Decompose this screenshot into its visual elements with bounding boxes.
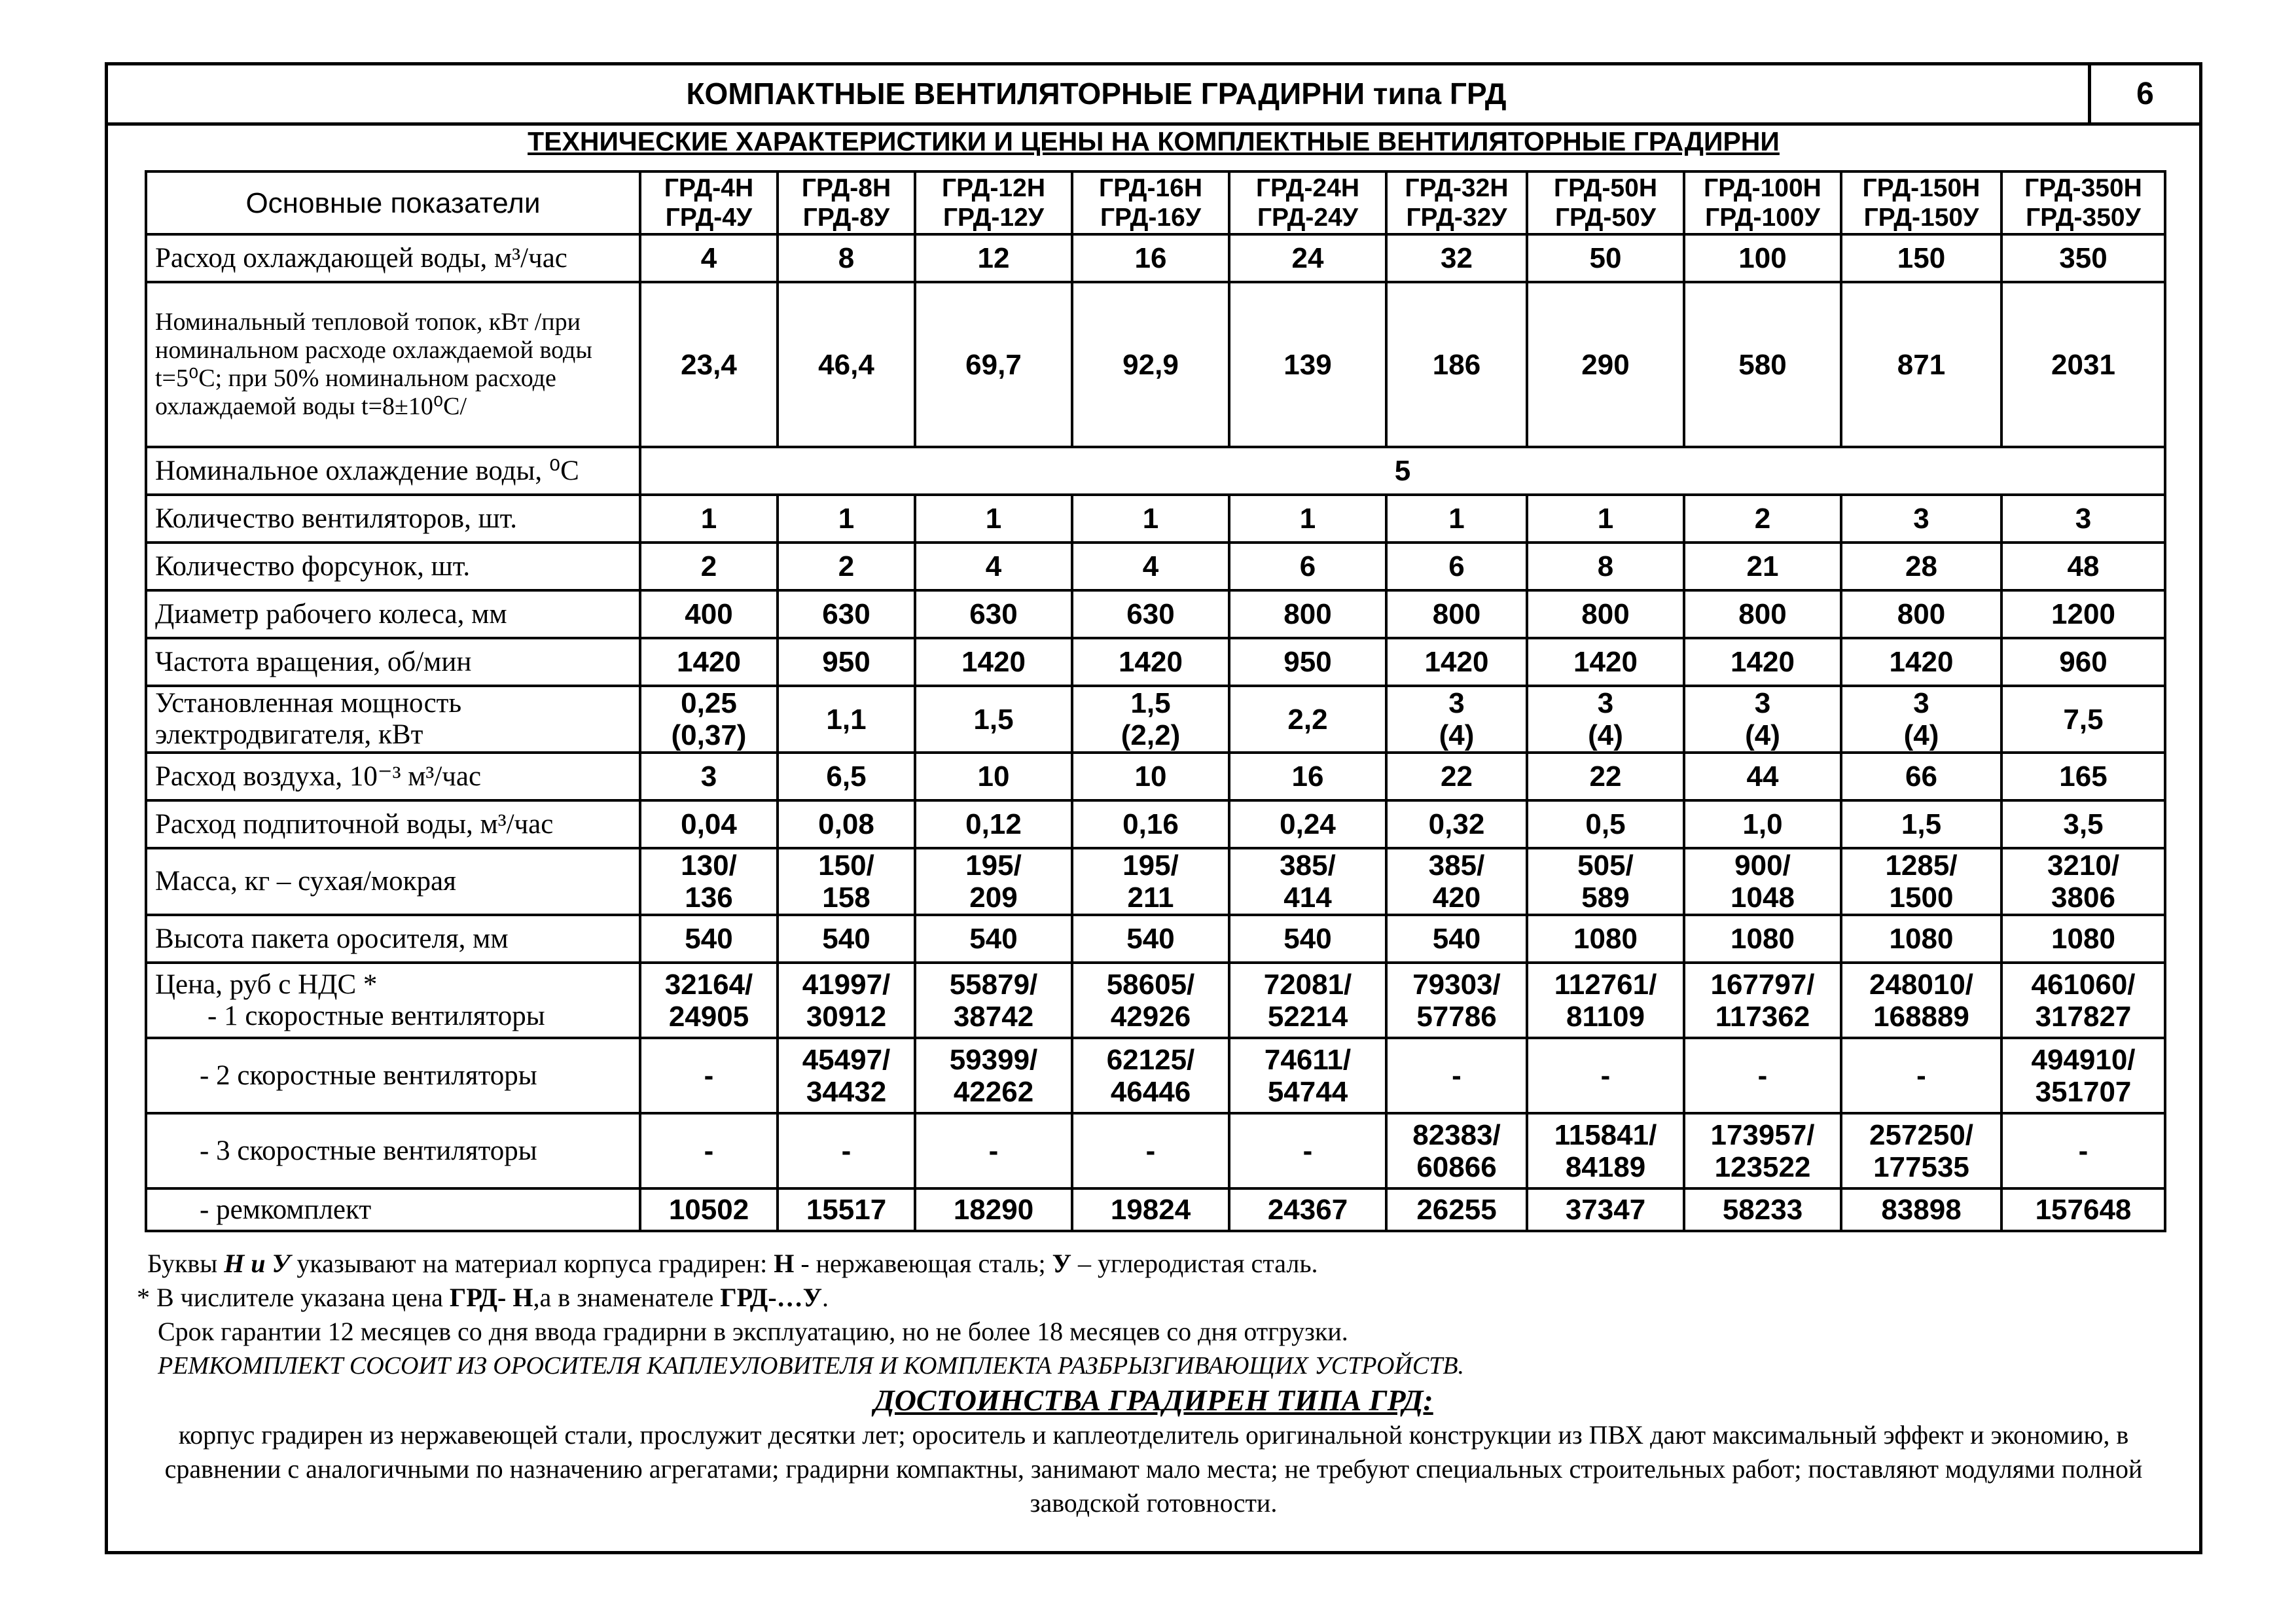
value-cell: 37347 — [1527, 1188, 1684, 1231]
value-cell: 1200 — [2001, 590, 2165, 638]
value-cell: 630 — [1072, 590, 1229, 638]
value-cell: 461060/ 317827 — [2001, 963, 2165, 1038]
note-material-h: Н — [774, 1249, 795, 1278]
table-row — [146, 963, 2165, 1038]
row-label: Диаметр рабочего колеса, мм — [146, 590, 640, 638]
value-cell: - — [1841, 1038, 2001, 1113]
row-label: - 2 скоростные вентиляторы — [146, 1038, 640, 1113]
value-cell: 2 — [640, 543, 778, 590]
value-cell: - — [1684, 1038, 1841, 1113]
value-cell: 46,4 — [778, 282, 915, 447]
note-repair-kit: РЕМКОМПЛЕКТ СОСОИТ ИЗ ОРОСИТЕЛЯ КАПЛЕУЛОВИТЕЛЯ И КОМПЛЕКТА РАЗБРЫЗГИВАЮЩИХ УСТРОЙСТВ. — [158, 1352, 1465, 1380]
table-row — [146, 447, 2165, 495]
note-price-denominator: ГРД-…У — [720, 1283, 823, 1312]
note-price-end: . — [822, 1283, 829, 1312]
value-cell: 7,5 — [2001, 686, 2165, 753]
notes-section — [108, 1247, 2199, 1520]
value-cell: 19824 — [1072, 1188, 1229, 1231]
table-row — [146, 638, 2165, 686]
value-cell: 16 — [1072, 234, 1229, 282]
value-cell: 540 — [915, 915, 1072, 963]
value-cell: 540 — [778, 915, 915, 963]
value-cell: 0,12 — [915, 800, 1072, 848]
value-cell: 66 — [1841, 753, 2001, 800]
page-number: 6 — [2088, 65, 2199, 122]
value-cell: 1 — [1229, 495, 1386, 543]
value-cell: 800 — [1841, 590, 2001, 638]
model-header: ГРД-350Н ГРД-350У — [2001, 171, 2165, 234]
value-cell: 3 (4) — [1684, 686, 1841, 753]
value-cell: 385/ 414 — [1229, 848, 1386, 915]
value-cell: 871 — [1841, 282, 2001, 447]
model-header: ГРД-24Н ГРД-24У — [1229, 171, 1386, 234]
value-cell: 900/ 1048 — [1684, 848, 1841, 915]
value-cell: 248010/ 168889 — [1841, 963, 2001, 1038]
table-row — [146, 1038, 2165, 1113]
value-cell: 24367 — [1229, 1188, 1386, 1231]
value-cell: 72081/ 52214 — [1229, 963, 1386, 1038]
value-cell: 3 (4) — [1527, 686, 1684, 753]
value-cell: 130/ 136 — [640, 848, 778, 915]
value-cell: 0,25 (0,37) — [640, 686, 778, 753]
value-cell: 1420 — [1527, 638, 1684, 686]
value-cell: 290 — [1527, 282, 1684, 447]
value-cell: 82383/ 60866 — [1386, 1113, 1527, 1188]
value-cell: 0,08 — [778, 800, 915, 848]
table-row — [146, 915, 2165, 963]
row-label: Расход охлаждающей воды, м³/час — [146, 234, 640, 282]
row-label — [146, 963, 640, 1038]
model-header: ГРД-12Н ГРД-12У — [915, 171, 1072, 234]
note-price-numerator: ГРД- Н — [449, 1283, 533, 1312]
value-cell: 62125/ 46446 — [1072, 1038, 1229, 1113]
value-cell: 18290 — [915, 1188, 1072, 1231]
note-material-h-text: - нержавеющая сталь; — [794, 1249, 1052, 1278]
row-label: Масса, кг – сухая/мокрая — [146, 848, 640, 915]
value-cell: 1,0 — [1684, 800, 1841, 848]
value-cell: 21 — [1684, 543, 1841, 590]
value-cell: 4 — [915, 543, 1072, 590]
value-cell: 540 — [1072, 915, 1229, 963]
row-label: - 3 скоростные вентиляторы — [146, 1113, 640, 1188]
value-cell: 186 — [1386, 282, 1527, 447]
table-row — [146, 1113, 2165, 1188]
value-cell: 800 — [1527, 590, 1684, 638]
value-cell: 50 — [1527, 234, 1684, 282]
table-row — [146, 848, 2165, 915]
value-cell: 1 — [1527, 495, 1684, 543]
value-cell: 165 — [2001, 753, 2165, 800]
row-label: Расход подпиточной воды, м³/час — [146, 800, 640, 848]
value-cell: 32164/ 24905 — [640, 963, 778, 1038]
value-cell: 4 — [1072, 543, 1229, 590]
note-material-prefix: Буквы — [147, 1249, 224, 1278]
value-cell: 100 — [1684, 234, 1841, 282]
table-row — [146, 753, 2165, 800]
table-row — [146, 590, 2165, 638]
value-cell: - — [1072, 1113, 1229, 1188]
value-cell: 1 — [1072, 495, 1229, 543]
note-material-text: указывают на материал корпуса градирен: — [290, 1249, 774, 1278]
table-caption-text: ТЕХНИЧЕСКИЕ ХАРАКТЕРИСТИКИ И ЦЕНЫ НА КОМПЛЕКТНЫЕ ВЕНТИЛЯТОРНЫЕ ГРАДИРНИ — [528, 126, 1780, 156]
model-header: ГРД-32Н ГРД-32У — [1386, 171, 1527, 234]
value-cell: 2,2 — [1229, 686, 1386, 753]
note-material-u: У — [1052, 1249, 1071, 1278]
value-cell: 1 — [778, 495, 915, 543]
table-row — [146, 686, 2165, 753]
value-cell: - — [1527, 1038, 1684, 1113]
table-row — [146, 800, 2165, 848]
value-cell: 1420 — [1841, 638, 2001, 686]
value-cell: 950 — [1229, 638, 1386, 686]
value-cell: 8 — [778, 234, 915, 282]
value-cell: 6 — [1229, 543, 1386, 590]
value-cell: 1 — [915, 495, 1072, 543]
value-cell: 74611/ 54744 — [1229, 1038, 1386, 1113]
value-cell: 630 — [778, 590, 915, 638]
value-cell: 6,5 — [778, 753, 915, 800]
value-cell: 3 (4) — [1841, 686, 2001, 753]
value-cell: 1420 — [915, 638, 1072, 686]
value-cell: - — [778, 1113, 915, 1188]
value-cell: 4 — [640, 234, 778, 282]
value-cell: 1,5 — [915, 686, 1072, 753]
value-cell: 3 — [640, 753, 778, 800]
value-cell: 800 — [1684, 590, 1841, 638]
table-caption — [108, 126, 2199, 157]
value-cell: 195/ 209 — [915, 848, 1072, 915]
model-header: ГРД-150Н ГРД-150У — [1841, 171, 2001, 234]
value-cell: 10 — [915, 753, 1072, 800]
value-cell: 41997/ 30912 — [778, 963, 915, 1038]
value-cell: 2 — [1684, 495, 1841, 543]
value-cell: 139 — [1229, 282, 1386, 447]
value-cell: 150 — [1841, 234, 2001, 282]
value-cell: 800 — [1386, 590, 1527, 638]
note-material — [108, 1247, 2199, 1281]
row-label: Частота вращения, об/мин — [146, 638, 640, 686]
value-cell: 0,32 — [1386, 800, 1527, 848]
value-cell: 0,04 — [640, 800, 778, 848]
value-cell: 2031 — [2001, 282, 2165, 447]
model-header: ГРД-8Н ГРД-8У — [778, 171, 915, 234]
value-cell: - — [640, 1113, 778, 1188]
advantages-title: ДОСТОИНСТВА ГРАДИРЕН ТИПА ГРД: — [874, 1383, 1433, 1417]
value-cell: 494910/ 351707 — [2001, 1038, 2165, 1113]
table-header-row — [146, 171, 2165, 234]
value-cell: 505/ 589 — [1527, 848, 1684, 915]
value-cell: 44 — [1684, 753, 1841, 800]
value-cell: 32 — [1386, 234, 1527, 282]
row-label: Номинальное охлаждение воды, ⁰С — [146, 447, 640, 495]
row-label: Количество вентиляторов, шт. — [146, 495, 640, 543]
value-cell: 1420 — [1684, 638, 1841, 686]
value-cell: 69,7 — [915, 282, 1072, 447]
value-cell: 3 — [1841, 495, 2001, 543]
value-cell: - — [2001, 1113, 2165, 1188]
value-cell: 1420 — [640, 638, 778, 686]
value-cell: 10 — [1072, 753, 1229, 800]
value-cell: 0,16 — [1072, 800, 1229, 848]
value-cell: 92,9 — [1072, 282, 1229, 447]
value-cell: 1,1 — [778, 686, 915, 753]
value-cell: 115841/ 84189 — [1527, 1113, 1684, 1188]
row-label: - ремкомплект — [146, 1188, 640, 1231]
table-row — [146, 1188, 2165, 1231]
table-row — [146, 234, 2165, 282]
value-cell: 16 — [1229, 753, 1386, 800]
value-cell: 22 — [1527, 753, 1684, 800]
value-cell: 800 — [1229, 590, 1386, 638]
value-cell: 195/ 211 — [1072, 848, 1229, 915]
value-cell: 580 — [1684, 282, 1841, 447]
row-label: Высота пакета оросителя, мм — [146, 915, 640, 963]
value-cell: 2 — [778, 543, 915, 590]
value-cell: 55879/ 38742 — [915, 963, 1072, 1038]
row-label: Установленная мощность электродвигателя, кВт — [146, 686, 640, 753]
value-cell: 15517 — [778, 1188, 915, 1231]
table-row — [146, 495, 2165, 543]
document-sheet — [105, 62, 2202, 1554]
value-cell: 3 (4) — [1386, 686, 1527, 753]
value-cell: 350 — [2001, 234, 2165, 282]
value-cell: 24 — [1229, 234, 1386, 282]
value-cell: - — [915, 1113, 1072, 1188]
model-header: ГРД-100Н ГРД-100У — [1684, 171, 1841, 234]
value-cell: 400 — [640, 590, 778, 638]
note-price — [108, 1281, 2199, 1315]
value-cell: 1,5 (2,2) — [1072, 686, 1229, 753]
value-cell: 0,24 — [1229, 800, 1386, 848]
value-cell: 257250/ 177535 — [1841, 1113, 2001, 1188]
table-row — [146, 543, 2165, 590]
value-cell: 1285/ 1500 — [1841, 848, 2001, 915]
value-cell: 45497/ 34432 — [778, 1038, 915, 1113]
value-cell: 540 — [1229, 915, 1386, 963]
value-cell: 540 — [1386, 915, 1527, 963]
model-header: ГРД-50Н ГРД-50У — [1527, 171, 1684, 234]
row-label: Количество форсунок, шт. — [146, 543, 640, 590]
header-label: Основные показатели — [146, 171, 640, 234]
value-cell: 1,5 — [1841, 800, 2001, 848]
value-cell: 1 — [640, 495, 778, 543]
value-cell: 112761/ 81109 — [1527, 963, 1684, 1038]
value-cell: 10502 — [640, 1188, 778, 1231]
page-title: КОМПАКТНЫЕ ВЕНТИЛЯТОРНЫЕ ГРАДИРНИ типа ГРД — [686, 77, 1507, 111]
row-label: Расход воздуха, 10⁻³ м³/час — [146, 753, 640, 800]
value-cell: 960 — [2001, 638, 2165, 686]
row-label-line: - 1 скоростные вентиляторы — [207, 1000, 545, 1031]
value-cell: 3210/ 3806 — [2001, 848, 2165, 915]
value-cell: 26255 — [1386, 1188, 1527, 1231]
value-cell: 150/ 158 — [778, 848, 915, 915]
value-cell: 1080 — [2001, 915, 2165, 963]
value-cell: 83898 — [1841, 1188, 2001, 1231]
value-cell: 1080 — [1841, 915, 2001, 963]
value-cell: 385/ 420 — [1386, 848, 1527, 915]
value-cell: 58233 — [1684, 1188, 1841, 1231]
value-cell: 1080 — [1527, 915, 1684, 963]
note-material-u-text: – углеродистая сталь. — [1071, 1249, 1318, 1278]
title-bar — [108, 65, 2199, 126]
value-cell: 0,5 — [1527, 800, 1684, 848]
value-cell: 1080 — [1684, 915, 1841, 963]
model-header: ГРД-4Н ГРД-4У — [640, 171, 778, 234]
value-cell: 12 — [915, 234, 1072, 282]
value-cell: 630 — [915, 590, 1072, 638]
value-cell: 3,5 — [2001, 800, 2165, 848]
value-cell: 173957/ 123522 — [1684, 1113, 1841, 1188]
value-cell: 167797/ 117362 — [1684, 963, 1841, 1038]
value-cell: - — [1229, 1113, 1386, 1188]
value-cell: 23,4 — [640, 282, 778, 447]
note-price-prefix: * В числителе указана цена — [137, 1283, 450, 1312]
advantages-text: корпус градирен из нержавеющей стали, прослужит десятки лет; ороситель и каплеотделитель оригинальной конструкции из ПВХ дают максимальный эффект и экономию, в сравнении с аналогичными по назначению агрегатами; градирни компактны, занимают мало места; не требуют специальных строительных работ; поставляют модулями полной заводской готовности. — [164, 1420, 2143, 1518]
value-cell: 58605/ 42926 — [1072, 963, 1229, 1038]
model-header: ГРД-16Н ГРД-16У — [1072, 171, 1229, 234]
note-material-letters: Н и У — [224, 1249, 291, 1278]
value-cell: 540 — [640, 915, 778, 963]
value-cell: - — [640, 1038, 778, 1113]
value-cell: 157648 — [2001, 1188, 2165, 1231]
value-cell: - — [1386, 1038, 1527, 1113]
note-price-mid: ,а в знаменателе — [533, 1283, 721, 1312]
value-cell: 8 — [1527, 543, 1684, 590]
merged-value-cell: 5 — [640, 447, 2165, 495]
table-row — [146, 282, 2165, 447]
row-label: Номинальный тепловой топок, кВт /при номинальном расходе охлаждаемой воды t=5⁰С; при 50% номинальном расходе охлаждаемой воды t=8±10⁰С/ — [146, 282, 640, 447]
value-cell: 3 — [2001, 495, 2165, 543]
value-cell: 28 — [1841, 543, 2001, 590]
value-cell: 1420 — [1386, 638, 1527, 686]
value-cell: 59399/ 42262 — [915, 1038, 1072, 1113]
value-cell: 1420 — [1072, 638, 1229, 686]
value-cell: 950 — [778, 638, 915, 686]
value-cell: 22 — [1386, 753, 1527, 800]
value-cell: 6 — [1386, 543, 1527, 590]
value-cell: 1 — [1386, 495, 1527, 543]
value-cell: 79303/ 57786 — [1386, 963, 1527, 1038]
value-cell: 48 — [2001, 543, 2165, 590]
spec-table — [145, 170, 2166, 1232]
note-warranty: Срок гарантии 12 месяцев со дня ввода градирни в эксплуатацию, но не более 18 месяцев со дня отгрузки. — [158, 1317, 1348, 1346]
row-label-line: Цена, руб с НДС * — [155, 969, 378, 1000]
